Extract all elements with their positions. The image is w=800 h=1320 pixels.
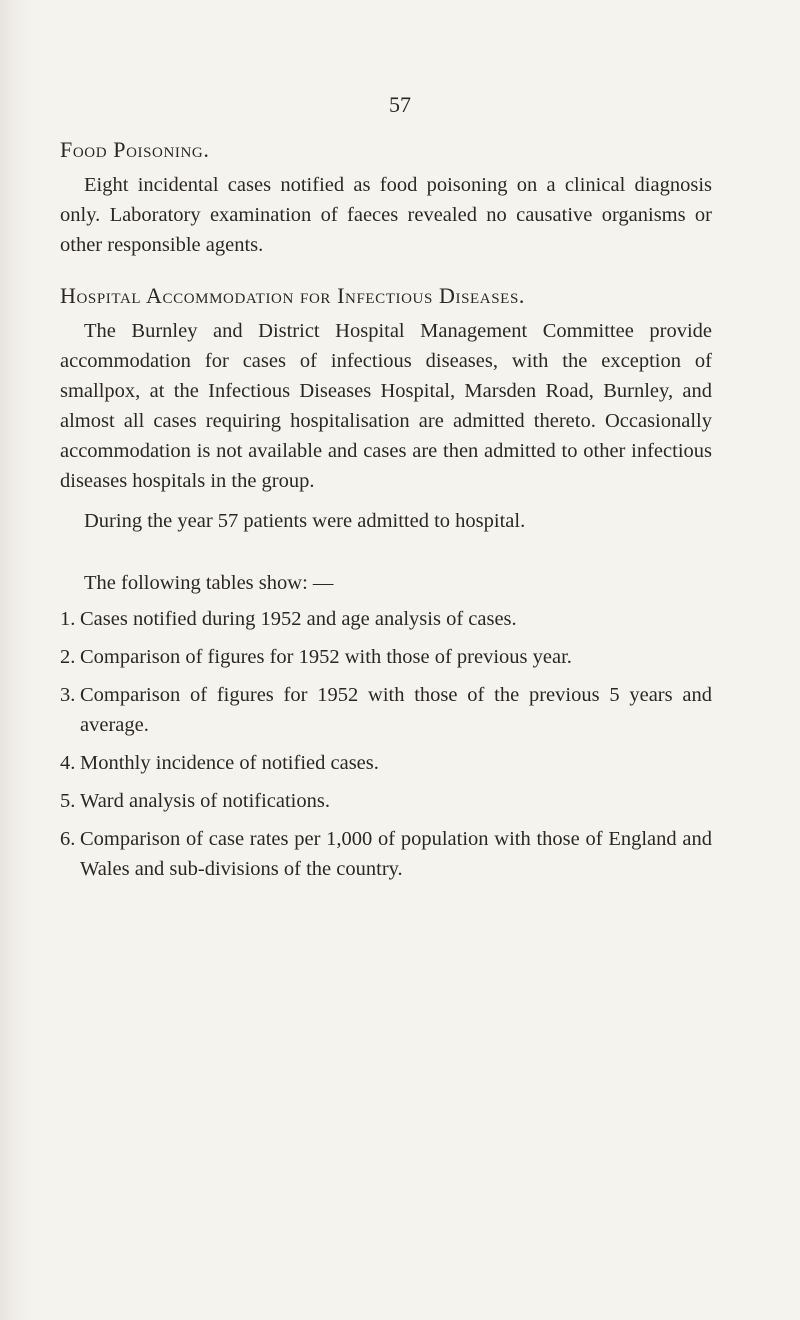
list-item-number: 4. bbox=[60, 752, 76, 774]
list-item-text: Comparison of case rates per 1,000 of population with those of England and Wales and sub-divisions of the country. bbox=[80, 828, 712, 880]
page-edge-shadow bbox=[0, 0, 30, 1320]
tables-intro: The following tables show: — bbox=[84, 572, 334, 594]
list-item bbox=[60, 604, 712, 634]
hospital-accommodation-heading: Hospital Accommodation for Infectious Diseases. bbox=[60, 283, 525, 308]
list-item-number: 2. bbox=[60, 646, 76, 668]
tables-list bbox=[60, 604, 712, 884]
list-item-text: Cases notified during 1952 and age analysis of cases. bbox=[80, 608, 517, 630]
list-item bbox=[60, 748, 712, 778]
list-item bbox=[60, 824, 712, 884]
hospital-accommodation-paragraph: The Burnley and District Hospital Management Committee provide accommodation for cases of infectious diseases, with the exception of smallpox, at the Infectious Diseases Hospital, Marsden Road, Burnley, and almost all cases requiring hospitalisation are admitted thereto. Occasionally accommodation is not available and cases are then admitted to other infectious diseases hospitals in the group. bbox=[60, 320, 712, 492]
list-item-text: Ward analysis of notifications. bbox=[80, 790, 330, 812]
list-item bbox=[60, 786, 712, 816]
food-poisoning-heading: Food Poisoning. bbox=[60, 137, 210, 162]
list-item-number: 5. bbox=[60, 790, 76, 812]
list-item-number: 1. bbox=[60, 608, 76, 630]
page-number: 57 bbox=[389, 92, 411, 117]
list-item-number: 6. bbox=[60, 828, 76, 850]
document-body bbox=[60, 134, 712, 892]
list-item-text: Comparison of figures for 1952 with those of the previous 5 years and average. bbox=[80, 684, 712, 736]
list-item bbox=[60, 642, 712, 672]
list-item-number: 3. bbox=[60, 684, 76, 706]
list-item-text: Monthly incidence of notified cases. bbox=[80, 752, 379, 774]
food-poisoning-paragraph: Eight incidental cases notified as food poisoning on a clinical diagnosis only. Laboratory examination of faeces revealed no causative organisms or other responsible agents. bbox=[60, 174, 712, 256]
list-item-text: Comparison of figures for 1952 with those of previous year. bbox=[80, 646, 572, 668]
list-item bbox=[60, 680, 712, 740]
patients-admitted-paragraph: During the year 57 patients were admitted to hospital. bbox=[84, 510, 526, 532]
